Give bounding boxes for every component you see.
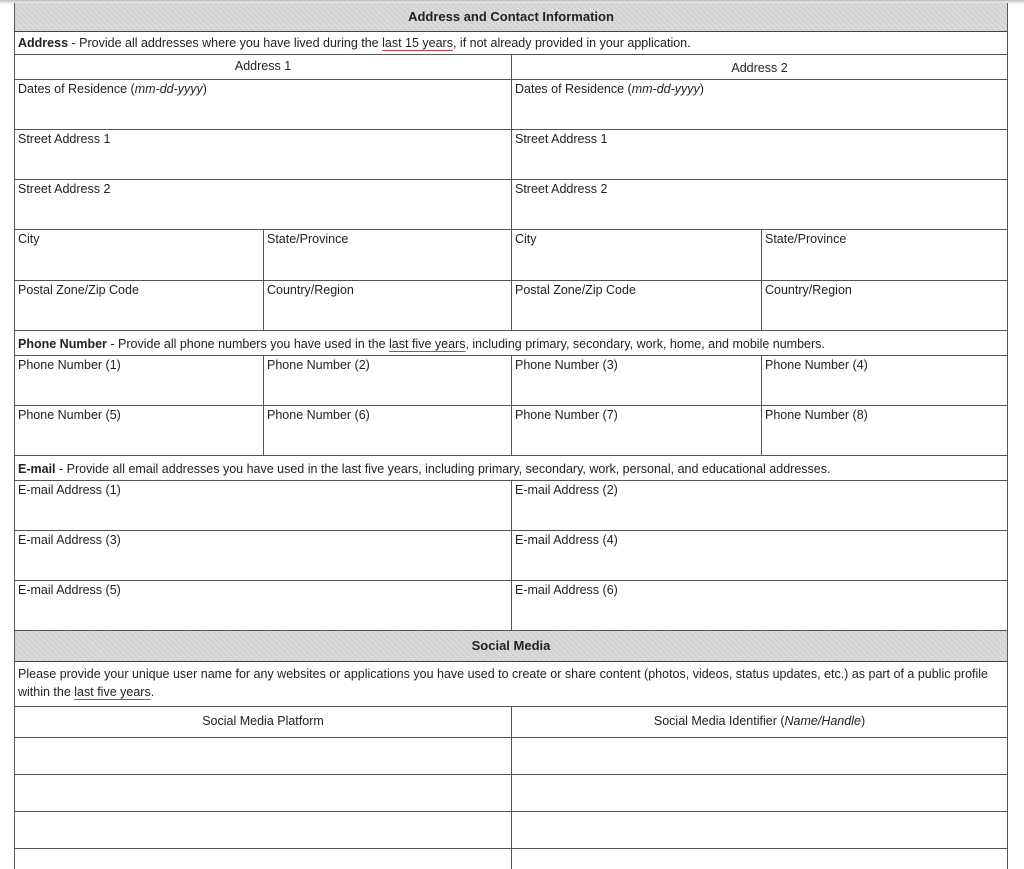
identifier-field[interactable] (511, 812, 1007, 848)
email-instruction (15, 456, 1007, 481)
platform-field[interactable] (15, 775, 511, 811)
field-label: E-mail Address (6) (515, 583, 618, 597)
email-3-field[interactable] (15, 531, 511, 580)
field-label: Phone Number (1) (18, 358, 121, 372)
platform-field[interactable] (15, 812, 511, 848)
field-label: Country/Region (765, 283, 852, 297)
field-label: Country/Region (267, 283, 354, 297)
address-2-dates-field[interactable] (511, 80, 1007, 129)
field-label: City (18, 232, 40, 246)
address-column-headers (15, 55, 1007, 80)
field-label: Phone Number (4) (765, 358, 868, 372)
address-label: Address (18, 36, 69, 50)
phone-5-field[interactable] (15, 406, 263, 455)
field-label: ) (699, 82, 704, 96)
field-label: Phone Number (6) (267, 408, 370, 422)
platform-field[interactable] (15, 738, 511, 774)
postal-country-row (15, 281, 1007, 331)
emphasis-last-five-years: last five years (389, 337, 466, 351)
instr-text: Please provide your unique user name for any websites or applications you have used to create or share content (photos, videos, status updates, etc.) as part of a public profile within the (18, 667, 989, 699)
phone-label: Phone Number (18, 337, 107, 351)
city-state-row (15, 230, 1007, 281)
field-label: ) (202, 82, 207, 96)
date-format: mm-dd-yyyy (134, 82, 203, 96)
dates-row (15, 80, 1007, 130)
instr-text: , if not already provided in your application. (452, 36, 691, 50)
phone-8-field[interactable] (761, 406, 1007, 455)
phone-3-field[interactable] (511, 356, 761, 405)
field-label: E-mail Address (1) (18, 483, 121, 497)
field-label: Phone Number (5) (18, 408, 121, 422)
phone-row-2 (15, 406, 1007, 456)
field-label: Postal Zone/Zip Code (515, 283, 636, 297)
field-label: Street Address 2 (515, 182, 608, 196)
field-label: Dates of Residence ( (18, 82, 135, 96)
phone-row-1 (15, 356, 1007, 406)
instr-text: - Provide all phone numbers you have used in the (106, 337, 390, 351)
address-1-postal-field[interactable] (15, 281, 263, 330)
address-2-street1-field[interactable] (511, 130, 1007, 179)
identifier-field[interactable] (511, 849, 1007, 869)
address-1-country-field[interactable] (263, 281, 511, 330)
email-row-3 (15, 581, 1007, 631)
email-6-field[interactable] (511, 581, 1007, 630)
field-label: State/Province (765, 232, 847, 246)
phone-6-field[interactable] (263, 406, 511, 455)
email-row-1 (15, 481, 1007, 531)
phone-7-field[interactable] (511, 406, 761, 455)
phone-4-field[interactable] (761, 356, 1007, 405)
field-label: Phone Number (2) (267, 358, 370, 372)
address-instruction (15, 32, 1007, 55)
platform-header: Social Media Platform (202, 714, 324, 728)
address-2-state-field[interactable] (761, 230, 1007, 280)
email-label: E-mail (18, 462, 56, 476)
field-label: E-mail Address (2) (515, 483, 618, 497)
instr-text: - Provide all email addresses you have used in the last five years, including primary, secondary, work, personal, and educational addresses. (55, 462, 831, 476)
date-format: mm-dd-yyyy (631, 82, 700, 96)
social-media-row (15, 775, 1007, 812)
visa-form (14, 3, 1008, 869)
field-label: E-mail Address (3) (18, 533, 121, 547)
field-label: E-mail Address (5) (18, 583, 121, 597)
address-1-street1-field[interactable] (15, 130, 511, 179)
field-label: Postal Zone/Zip Code (18, 283, 139, 297)
section-header-address-contact: Address and Contact Information (15, 3, 1007, 32)
address-1-dates-field[interactable] (15, 80, 511, 129)
social-media-column-headers (15, 707, 1007, 738)
social-media-instruction (15, 662, 1007, 707)
field-label: City (515, 232, 537, 246)
field-label: Phone Number (8) (765, 408, 868, 422)
identifier-field[interactable] (511, 738, 1007, 774)
field-label: Street Address 1 (18, 132, 111, 146)
social-media-row (15, 738, 1007, 775)
address-1-street2-field[interactable] (15, 180, 511, 229)
field-label: E-mail Address (4) (515, 533, 618, 547)
address-1-city-field[interactable] (15, 230, 263, 280)
platform-field[interactable] (15, 849, 511, 869)
field-label: Street Address 1 (515, 132, 608, 146)
email-row-2 (15, 531, 1007, 581)
address-2-city-field[interactable] (511, 230, 761, 280)
field-label: Street Address 2 (18, 182, 111, 196)
identifier-hint: Name/Handle (784, 714, 861, 728)
email-1-field[interactable] (15, 481, 511, 530)
address-2-street2-field[interactable] (511, 180, 1007, 229)
email-4-field[interactable] (511, 531, 1007, 580)
field-label: Phone Number (3) (515, 358, 618, 372)
emphasis-last-15-years: last 15 years (382, 36, 453, 50)
field-label: ) (860, 714, 866, 728)
address-1-state-field[interactable] (263, 230, 511, 280)
social-media-row (15, 849, 1007, 869)
street2-row (15, 180, 1007, 230)
email-5-field[interactable] (15, 581, 511, 630)
emphasis-last-five-years: last five years (74, 685, 151, 699)
email-2-field[interactable] (511, 481, 1007, 530)
instr-text: , including primary, secondary, work, home, and mobile numbers. (465, 337, 825, 351)
address-2-header: Address 2 (511, 55, 1007, 79)
field-label: Dates of Residence ( (515, 82, 632, 96)
phone-2-field[interactable] (263, 356, 511, 405)
phone-instruction (15, 331, 1007, 356)
field-label: State/Province (267, 232, 349, 246)
field-label: Phone Number (7) (515, 408, 618, 422)
address-2-postal-field[interactable] (511, 281, 761, 330)
address-1-header: Address 1 (234, 59, 292, 73)
instr-text: - Provide all addresses where you have lived during the (68, 36, 383, 50)
identifier-field[interactable] (511, 775, 1007, 811)
phone-1-field[interactable] (15, 356, 263, 405)
field-label: Social Media Identifier ( (653, 714, 785, 728)
address-2-country-field[interactable] (761, 281, 1007, 330)
social-media-row (15, 812, 1007, 849)
identifier-header (511, 707, 1007, 737)
section-header-social-media: Social Media (15, 631, 1007, 662)
instr-text: . (150, 685, 155, 699)
street1-row (15, 130, 1007, 180)
